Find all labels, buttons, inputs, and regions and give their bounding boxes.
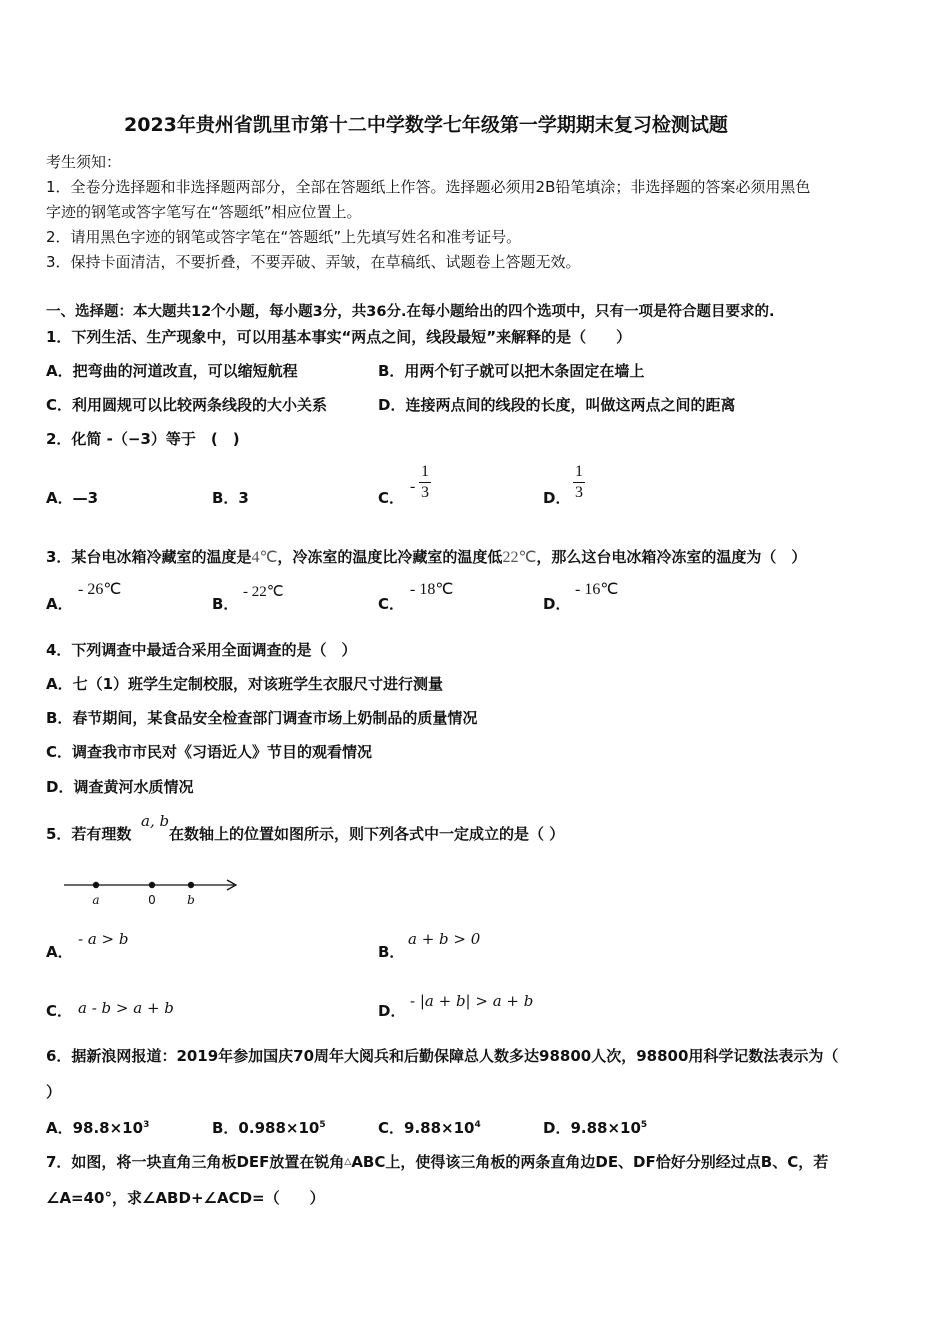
- q3-stem: [46, 548, 806, 567]
- q3-stem-part-3: ，那么这台电冰箱冷冻室的温度为（ ）: [536, 548, 807, 566]
- q7-stem-line-2: ∠A=40°，求∠ABD+∠ACD=（ ）: [46, 1189, 325, 1207]
- q3-option-d: - 16℃: [575, 581, 619, 598]
- q3-option-a-label: A．: [46, 595, 73, 613]
- q2-stem: 2．化简 -（−3）等于 ( ): [46, 430, 240, 448]
- q2-option-d-fraction: [573, 463, 585, 502]
- q1-option-a: A．把弯曲的河道改直，可以缩短航程: [46, 362, 298, 380]
- q3-option-b-label: B．: [212, 595, 239, 613]
- q6-option-d-exponent: 5: [640, 1120, 648, 1130]
- q3-temp-difference: 22℃: [502, 549, 537, 566]
- number-line: [60, 872, 245, 912]
- q3-option-a: - 26℃: [78, 581, 122, 598]
- q5-stem-part-2: 在数轴上的位置如图所示，则下列各式中一定成立的是（ ）: [169, 825, 565, 843]
- q1-option-d: D．连接两点间的线段的长度，叫做这两点之间的距离: [378, 396, 736, 414]
- q4-option-d: D．调查黄河水质情况: [46, 778, 194, 796]
- q3-stem-part-2: ，冷冻室的温度比冷藏室的温度低: [277, 548, 503, 566]
- point-b: [188, 882, 194, 888]
- fraction-bar: [419, 482, 431, 483]
- q5-stem-part-1: 5．若有理数: [46, 825, 132, 843]
- q3-option-c: - 18℃: [410, 581, 454, 598]
- q5-option-a-label: A．: [46, 943, 73, 961]
- q6-stem-line-2: ）: [46, 1083, 62, 1101]
- q5-option-b: a + b > 0: [408, 930, 481, 948]
- q3-stem-part-1: 3．某台电冰箱冷藏室的温度是: [46, 548, 252, 566]
- q2-option-c-label: C．: [378, 489, 405, 507]
- q7-stem-line-1: [46, 1153, 828, 1171]
- notice-line-1a: 1．全卷分选择题和非选择题两部分，全部在答题纸上作答。选择题必须用2B铅笔填涂；非选择题的答案必须用黑色: [46, 178, 811, 196]
- q1-stem: 1．下列生活、生产现象中，可以用基本事实“两点之间，线段最短”来解释的是（ ）: [46, 328, 632, 346]
- page-title: 2023年贵州省凯里市第十二中学数学七年级第一学期期末复习检测试题: [124, 114, 728, 136]
- q6-option-d-base: D．9.88×10: [543, 1119, 641, 1137]
- q1-option-c: C．利用圆规可以比较两条线段的大小关系: [46, 396, 328, 414]
- notice-heading: 考生须知：: [46, 153, 122, 171]
- point-a: [93, 882, 99, 888]
- triangle-icon: △: [344, 1157, 352, 1167]
- q7-stem-part-2: ABC上，使得该三角板的两条直角边DE、DF恰好分别经过点B、C，若: [351, 1153, 829, 1171]
- q6-option-b-base: B．0.988×10: [212, 1119, 320, 1137]
- axis-label-b: b: [187, 893, 195, 907]
- q6-option-d: [543, 1119, 647, 1137]
- axis-label-a: a: [92, 893, 100, 907]
- section-heading: 一、选择题：本大题共12个小题，每小题3分，共36分.在每小题给出的四个选项中，只有一项是符合题目要求的.: [46, 304, 775, 320]
- q6-stem-line-1: 6．据新浪网报道：2019年参加国庆70周年大阅兵和后勤保障总人数多达98800人次，98800用科学记数法表示为（: [46, 1047, 839, 1065]
- q2-option-c-denominator: 3: [421, 484, 429, 501]
- q4-option-c: C．调查我市市民对《习语近人》节目的观看情况: [46, 743, 373, 761]
- q2-option-c-sign: -: [410, 478, 416, 495]
- q7-stem-part-1: 7．如图，将一块直角三角板DEF放置在锐角: [46, 1153, 345, 1171]
- q2-option-c-numerator: 1: [421, 463, 429, 480]
- q5-option-b-label: B．: [378, 943, 405, 961]
- q2-option-d-denominator: 3: [575, 484, 583, 501]
- q6-option-b-exponent: 5: [319, 1120, 326, 1130]
- q4-option-a: A．七（1）班学生定制校服，对该班学生衣服尺寸进行测量: [46, 675, 444, 693]
- q5-option-c: a - b > a + b: [78, 999, 174, 1017]
- notice-line-2: 2．请用黑色字迹的钢笔或答字笔在“答题纸”上先填写姓名和准考证号。: [46, 228, 522, 246]
- q5-option-d: - |a + b| > a + b: [410, 992, 534, 1010]
- q3-option-c-label: C．: [378, 595, 405, 613]
- q2-option-c-fraction: [419, 463, 431, 502]
- q1-option-b: B．用两个钉子就可以把木条固定在墙上: [378, 362, 645, 380]
- point-0: [149, 882, 155, 888]
- q2-option-d-numerator: 1: [575, 463, 583, 480]
- notice-line-1b: 字迹的钢笔或答字笔写在“答题纸”相应位置上。: [46, 203, 362, 221]
- q5-option-a: - a > b: [78, 930, 129, 948]
- q3-temp-fridge: 4℃: [251, 549, 278, 566]
- q5-option-c-label: C．: [46, 1002, 73, 1020]
- q6-option-a-exponent: 3: [143, 1120, 150, 1130]
- q5-variables: a, b: [141, 812, 170, 830]
- q6-option-a-base: A．98.8×10: [46, 1119, 144, 1137]
- q4-stem: 4．下列调查中最适合采用全面调查的是（ ）: [46, 641, 357, 659]
- q6-option-a: [46, 1119, 149, 1137]
- q2-option-d-label: D．: [543, 489, 571, 507]
- q2-option-b: B．3: [212, 489, 249, 507]
- q3-option-b: - 22℃: [243, 584, 284, 600]
- q3-option-d-label: D．: [543, 595, 571, 613]
- axis-label-0: 0: [148, 893, 156, 907]
- q6-option-c-base: C．9.88×10: [378, 1119, 475, 1137]
- q6-option-c: [378, 1119, 481, 1137]
- q2-option-a: A．—3: [46, 489, 99, 507]
- q6-option-c-exponent: 4: [474, 1120, 481, 1130]
- q5-option-d-label: D．: [378, 1002, 406, 1020]
- notice-line-3: 3．保持卡面清洁，不要折叠，不要弄破、弄皱，在草稿纸、试题卷上答题无效。: [46, 253, 581, 271]
- fraction-bar: [573, 482, 585, 483]
- q4-option-b: B．春节期间，某食品安全检查部门调查市场上奶制品的质量情况: [46, 709, 478, 727]
- q6-option-b: [212, 1119, 326, 1137]
